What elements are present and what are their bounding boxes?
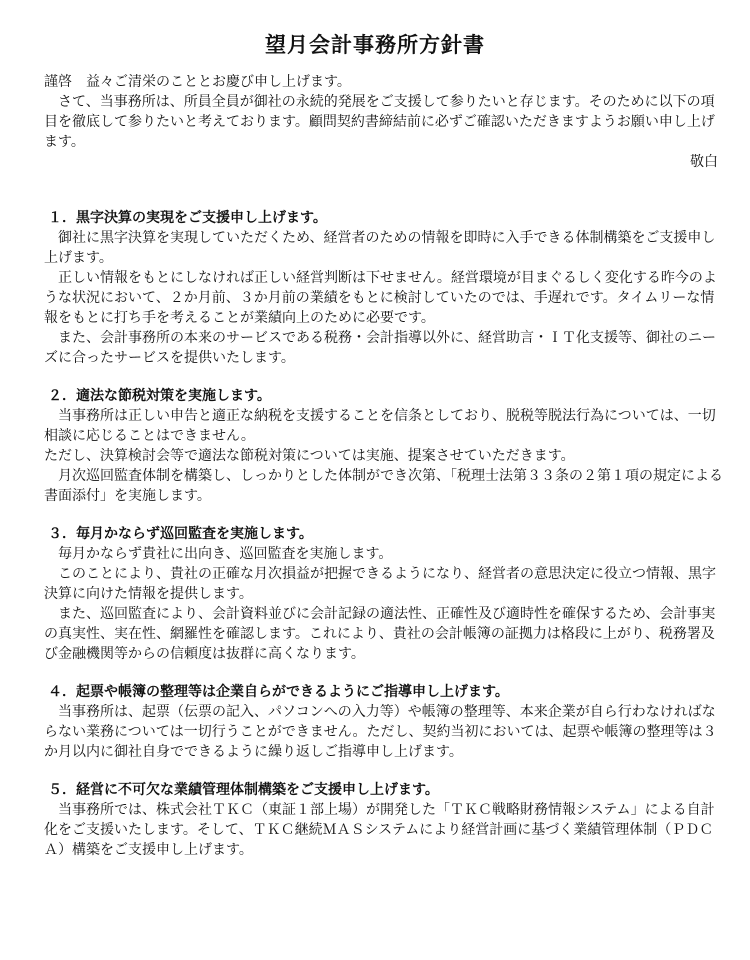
section-heading [44, 208, 724, 228]
section-heading [44, 386, 724, 406]
section-body [44, 228, 724, 368]
section-paragraph: 月次巡回監査体制を構築し、しっかりとした体制ができ次第、「税理士法第３３条の２第１項の規定による書面添付」を実施します。 [44, 468, 723, 504]
section-body [44, 702, 724, 762]
section-paragraph: ただし、決算検討会等で適法な節税対策については実施、提案させていただきます。 [44, 448, 575, 464]
section-number: ４． [48, 684, 76, 700]
section-body [44, 406, 724, 506]
section-number: ３． [48, 526, 76, 542]
section-heading-text: 経営に不可欠な業績管理体制構築をご支援申し上げます。 [76, 782, 439, 798]
section-paragraph: 毎月かならず貴社に出向き、巡回監査を実施します。 [58, 546, 393, 562]
section-number: ２． [48, 388, 76, 404]
section-paragraph: 当事務所は正しい申告と適正な納税を支援することを信条としており、脱税等脱法行為については、一切相談に応じることはできません。 [44, 408, 716, 444]
section-paragraph: 当事務所は、起票（伝票の記入、パソコンへの入力等）や帳簿の整理等、本来企業が自ら行わなければならない業務については一切行うことができません。ただし、契約当初においては、起票や帳簿の整理等は３か月以内に御社自身でできるように繰り返しご指導申し上げます。 [44, 704, 717, 760]
section-body [44, 544, 724, 664]
section-heading [44, 524, 724, 544]
policy-section-5 [44, 780, 724, 860]
section-heading-text: 毎月かならず巡回監査を実施します。 [76, 526, 313, 542]
policy-section-1 [44, 208, 724, 368]
section-number: ５． [48, 782, 76, 798]
policy-section-2 [44, 386, 724, 506]
intro-body: さて、当事務所は、所員全員が御社の永続的発展をご支援して参りたいと存じます。そのために以下の項目を徹底して参りたいと考えております。顧問契約書締結前に必ずご確認いただきますようお願い申し上げます。 [44, 94, 715, 150]
document-title: 望月会計事務所方針書 [265, 33, 485, 58]
policy-sections [44, 208, 724, 878]
section-paragraph: また、巡回監査により、会計資料並びに会計記録の適法性、正確性及び適時性を確保するため、会計事実の真実性、実在性、網羅性を確認します。これにより、貴社の会計帳簿の証拠力は格段に上がり、税務署及び金融機関等からの信頼度は抜群に高くなります。 [44, 606, 716, 662]
section-paragraph: 御社に黒字決算を実現していただくため、経営者のための情報を即時に入手できる体制構築をご支援申し上げます。 [44, 230, 716, 266]
section-paragraph: また、会計事務所の本来のサービスである税務・会計指導以外に、経営助言・ＩＴ化支援等、御社のニーズに合ったサービスを提供いたします。 [44, 330, 716, 366]
section-paragraph: 当事務所では、株式会社ＴＫＣ（東証１部上場）が開発した「ＴＫＣ戦略財務情報システム」による自計化をご支援いたします。そして、ＴＫＣ継続ＭＡＳシステムにより経営計画に基づく業績管理体制（ＰＤＣＡ）構築をご支援申し上げます。 [44, 802, 715, 858]
section-heading-text: 起票や帳簿の整理等は企業自らができるようにご指導申し上げます。 [76, 684, 509, 700]
section-heading-text: 黒字決算の実現をご支援申し上げます。 [76, 210, 327, 226]
intro-block [44, 72, 724, 172]
section-number: １． [48, 210, 76, 226]
policy-section-3 [44, 524, 724, 664]
section-heading-text: 適法な節税対策を実施します。 [76, 388, 271, 404]
intro-closing: 敬白 [690, 154, 718, 170]
policy-section-4 [44, 682, 724, 762]
intro-greeting: 謹啓 益々ご清栄のこととお慶び申し上げます。 [44, 74, 351, 90]
section-body [44, 800, 724, 860]
section-paragraph: 正しい情報をもとにしなければ正しい経営判断は下せません。経営環境が目まぐるしく変化する昨今のような状況において、２か月前、３か月前の業績をもとに検討していたのでは、手遅れです。タイムリーな情報をもとに打ち手を考えることが業績向上のために必要です。 [44, 270, 717, 326]
section-heading [44, 682, 724, 702]
section-heading [44, 780, 724, 800]
section-paragraph: このことにより、貴社の正確な月次損益が把握できるようになり、経営者の意思決定に役立つ情報、黒字決算に向けた情報を提供します。 [44, 566, 716, 602]
